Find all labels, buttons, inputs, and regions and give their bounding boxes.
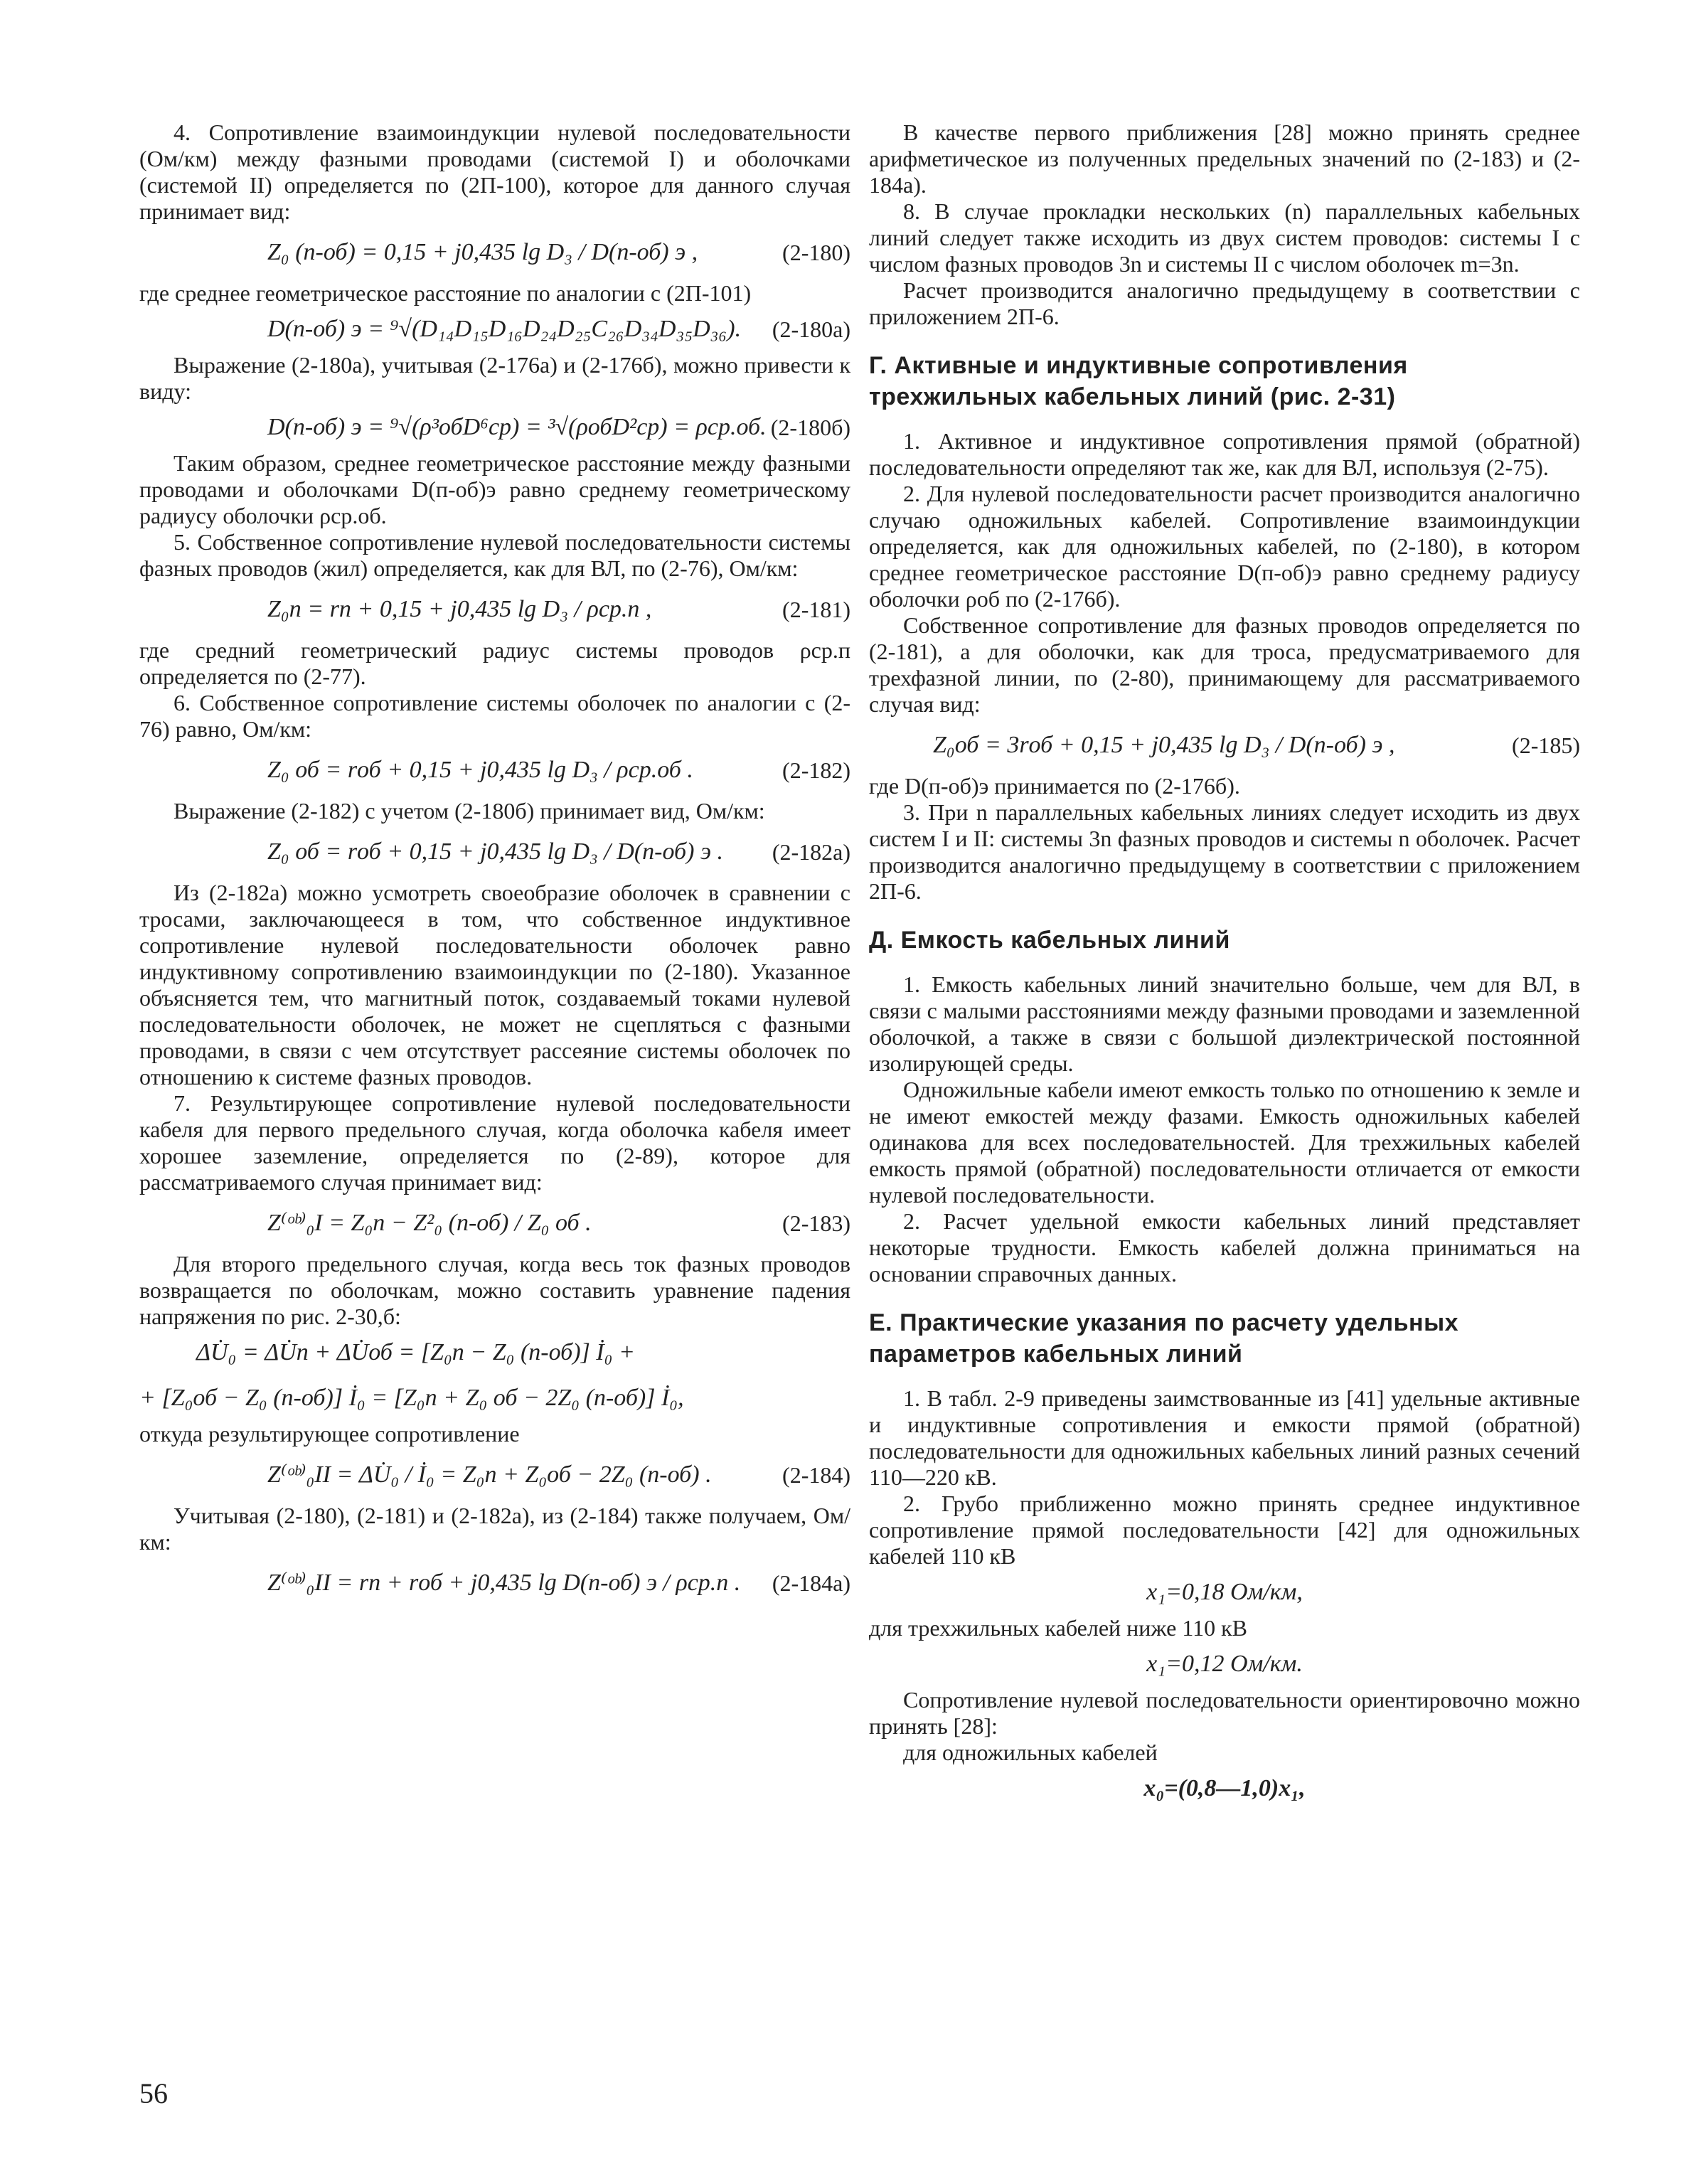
paragraph: 6. Собственное сопротивление системы оболочек по аналогии с (2-76) равно, Ом/км:: [139, 690, 850, 742]
paragraph: Сопротивление нулевой последовательности ориентировочно можно принять [28]:: [869, 1687, 1580, 1739]
paragraph: 4. Сопротивление взаимоиндукции нулевой последовательности (Ом/км) между фазными проводами (системой I) и оболочками (системой II) определяется по (2П-100), которое для данного случая принимает вид:: [139, 119, 850, 224]
paragraph: для трехжильных кабелей ниже 110 кВ: [869, 1615, 1248, 1641]
equation-2-182: [139, 742, 850, 798]
equation-voltage-drop-line2: [139, 1375, 850, 1421]
equation-x1-three-core: [869, 1641, 1580, 1687]
equation-text: Z⁽ᵒᵇ⁾₀I = Z₀п − Z²₀ (п-об) / Z₀ об .: [267, 1210, 592, 1236]
equation-text: D(п-об) э = ⁹√(D₁₄D₁₅D₁₆D₂₄D₂₅C₂₆D₃₄D₃₅D₃₆).: [267, 316, 742, 342]
equation-number: (2-180а): [772, 316, 850, 342]
paragraph: В качестве первого приближения [28] можно принять среднее арифметическое из полученных предельных значений по (2-183) и (2-184а).: [869, 119, 1580, 198]
equation-2-184a: [139, 1555, 850, 1611]
equation-number: (2-181): [782, 597, 850, 622]
equation-2-180a: [139, 307, 850, 352]
equation-number: (2-184а): [772, 1570, 850, 1596]
equation-number: (2-182а): [772, 839, 850, 865]
paragraph: 1. В табл. 2-9 приведены заимствованные из [41] удельные активные и индуктивные сопротивления и емкости прямой (обратной) последовательности для одножильных кабельных линий разных сечений 110—220 кВ.: [869, 1385, 1580, 1490]
equation-text: Z₀п = rп + 0,15 + j0,435 lg D₃ / ρср.п ,: [267, 596, 652, 622]
paragraph: Собственное сопротивление для фазных проводов определяется по (2-181), а для оболочки, как для троса, предусматриваемого для трехфазной линии, по (2-80), принимающему для рассматриваемого случая вид:: [869, 612, 1580, 717]
equation-text: x₁=0,18 Ом/км,: [1146, 1579, 1303, 1605]
equation-2-184: [139, 1447, 850, 1503]
paragraph: Расчет производится аналогично предыдущему в соответствии с приложением 2П-6.: [869, 277, 1580, 329]
paragraph: где средний геометрический радиус системы проводов ρср.п определяется по (2-77).: [139, 637, 850, 689]
paragraph: где D(п-об)э принимается по (2-176б).: [869, 773, 1240, 799]
paragraph: 2. Грубо приближенно можно принять среднее индуктивное сопротивление прямой последовательности [42] для одножильных кабелей 110 кВ: [869, 1491, 1580, 1569]
equation-x0: [869, 1766, 1580, 1811]
equation-text: Z⁽ᵒᵇ⁾₀II = ΔU̇₀ / İ₀ = Z₀п + Z₀об − 2Z₀ (п-об) .: [267, 1461, 712, 1488]
equation-text: Z⁽ᵒᵇ⁾₀II = rп + rоб + j0,435 lg D(п-об) э / ρср.п .: [267, 1570, 741, 1596]
equation-voltage-drop-line1: [139, 1330, 850, 1375]
paragraph: 2. Расчет удельной емкости кабельных линий представляет некоторые трудности. Емкость кабелей должна приниматься на основании справочных данных.: [869, 1208, 1580, 1287]
paragraph: Учитывая (2-180), (2-181) и (2-182а), из (2-184) также получаем, Ом/км:: [139, 1503, 850, 1555]
paragraph: Из (2-182а) можно усмотреть своеобразие оболочек в сравнении с тросами, заключающееся в том, что собственное индуктивное сопротивление нулевой последовательности оболочек равно индуктивному сопротивлению взаимоиндукции по (2-180). Указанное объясняется тем, что магнитный поток, создаваемый токами нулевой последовательности оболочек, не может не сцепляться с фазными проводами, в связи с чем отсутствует рассеяние системы оболочек по отношению к системе фазных проводов.: [139, 880, 850, 1090]
equation-2-185: [869, 718, 1580, 773]
equation-number: (2-182): [782, 757, 850, 783]
equation-number: (2-180б): [770, 415, 850, 440]
equation-2-181: [139, 582, 850, 637]
section-heading-g: Г. Активные и индуктивные сопротивления трехжильных кабельных линий (рис. 2-31): [869, 352, 1408, 410]
paragraph: 8. В случае прокладки нескольких (n) параллельных кабельных линий следует также исходить из двух систем проводов: системы I с числом фазных проводов 3n и системы II с числом оболочек m=3n.: [869, 198, 1580, 277]
equation-2-180b: [139, 405, 850, 450]
section-heading-d: Д. Емкость кабельных линий: [869, 927, 1230, 954]
equation-text: D(п-об) э = ⁹√(ρ³обD⁶ср) = ³√(ρобD²ср) = ρср.об.: [267, 414, 767, 440]
paragraph: Выражение (2-180а), учитывая (2-176а) и (2-176б), можно привести к виду:: [139, 352, 850, 404]
equation-text: Z₀ об = rоб + 0,15 + j0,435 lg D₃ / ρср.об .: [267, 757, 693, 783]
equation-number: (2-184): [782, 1462, 850, 1488]
page-number: 56: [139, 2077, 168, 2109]
equation-2-180: [139, 225, 850, 280]
paragraph: Таким образом, среднее геометрическое расстояние между фазными проводами и оболочками D(п-об)э равно среднему геометрическому радиусу оболочки ρср.об.: [139, 450, 850, 528]
equation-number: (2-180): [782, 240, 850, 265]
paragraph: Для второго предельного случая, когда весь ток фазных проводов возвращается по оболочкам, можно составить уравнение падения напряжения по рис. 2-30,б:: [139, 1251, 850, 1329]
equation-text: x₀=(0,8—1,0)x₁,: [1143, 1775, 1306, 1801]
paragraph: Одножильные кабели имеют емкость только по отношению к земле и не имеют емкостей между фазами. Емкость одножильных кабелей одинакова для всех последовательностей. Для трехжильных кабелей емкость прямой (обратной) последовательности отличается от емкости нулевой последовательности.: [869, 1077, 1580, 1208]
equation-number: (2-183): [782, 1210, 850, 1236]
paragraph: 2. Для нулевой последовательности расчет производится аналогично случаю одножильных кабелей. Сопротивление взаимоиндукции определяется, как для одножильных кабелей, по (2-180), в котором среднее геометрическое расстояние D(п-об)э равно среднему радиусу оболочки ρоб по (2-176б).: [869, 481, 1580, 612]
left-column: [139, 119, 850, 1611]
equation-2-183: [139, 1195, 850, 1251]
right-column: [869, 119, 1580, 1811]
equation-text: Z₀ (п-об) = 0,15 + j0,435 lg D₃ / D(п-об) э ,: [267, 239, 698, 265]
paragraph: 7. Результирующее сопротивление нулевой последовательности кабеля для первого предельного случая, когда оболочка кабеля имеет хорошее заземление, определяется по (2-89), которое для рассматриваемого случая принимает вид:: [139, 1090, 850, 1195]
section-heading-e: Е. Практические указания по расчету удельных параметров кабельных линий: [869, 1309, 1459, 1368]
equation-number: (2-185): [1512, 733, 1580, 758]
paragraph: 1. Емкость кабельных линий значительно больше, чем для ВЛ, в связи с малыми расстояниями между фазными проводами и заземленной оболочкой, а также в связи с большой диэлектрической постоянной изолирующей среды.: [869, 971, 1580, 1076]
equation-text: x₁=0,12 Ом/км.: [1146, 1651, 1303, 1677]
equation-text: Z₀ об = rоб + 0,15 + j0,435 lg D₃ / D(п-об) э .: [267, 838, 723, 865]
equation-2-182a: [139, 824, 850, 880]
equation-text: + [Z₀об − Z₀ (п-об)] İ₀ = [Z₀п + Z₀ об − 2Z₀ (п-об)] İ₀,: [139, 1385, 684, 1411]
paragraph: 5. Собственное сопротивление нулевой последовательности системы фазных проводов (жил) определяется, как для ВЛ, по (2-76), Ом/км:: [139, 529, 850, 581]
equation-x1-single-core: [869, 1570, 1580, 1615]
paragraph: Выражение (2-182) с учетом (2-180б) принимает вид, Ом/км:: [174, 798, 765, 824]
paragraph: 1. Активное и индуктивное сопротивления прямой (обратной) последовательности определяют так же, как для ВЛ, используя (2-75).: [869, 428, 1580, 480]
paragraph: для одножильных кабелей: [903, 1740, 1158, 1765]
paragraph: откуда результирующее сопротивление: [139, 1421, 520, 1447]
paragraph: где среднее геометрическое расстояние по аналогии с (2П-101): [139, 280, 752, 306]
equation-text: ΔU̇₀ = ΔU̇п + ΔU̇об = [Z₀п − Z₀ (п-об)] İ₀ +: [196, 1339, 635, 1365]
paragraph: 3. При n параллельных кабельных линиях следует исходить из двух систем I и II: системы 3n фазных проводов и системы n оболочек. Расчет производится аналогично предыдущему в соответствии с приложением 2П-6.: [869, 799, 1580, 904]
equation-text: Z₀об = 3rоб + 0,15 + j0,435 lg D₃ / D(п-об) э ,: [933, 732, 1395, 758]
